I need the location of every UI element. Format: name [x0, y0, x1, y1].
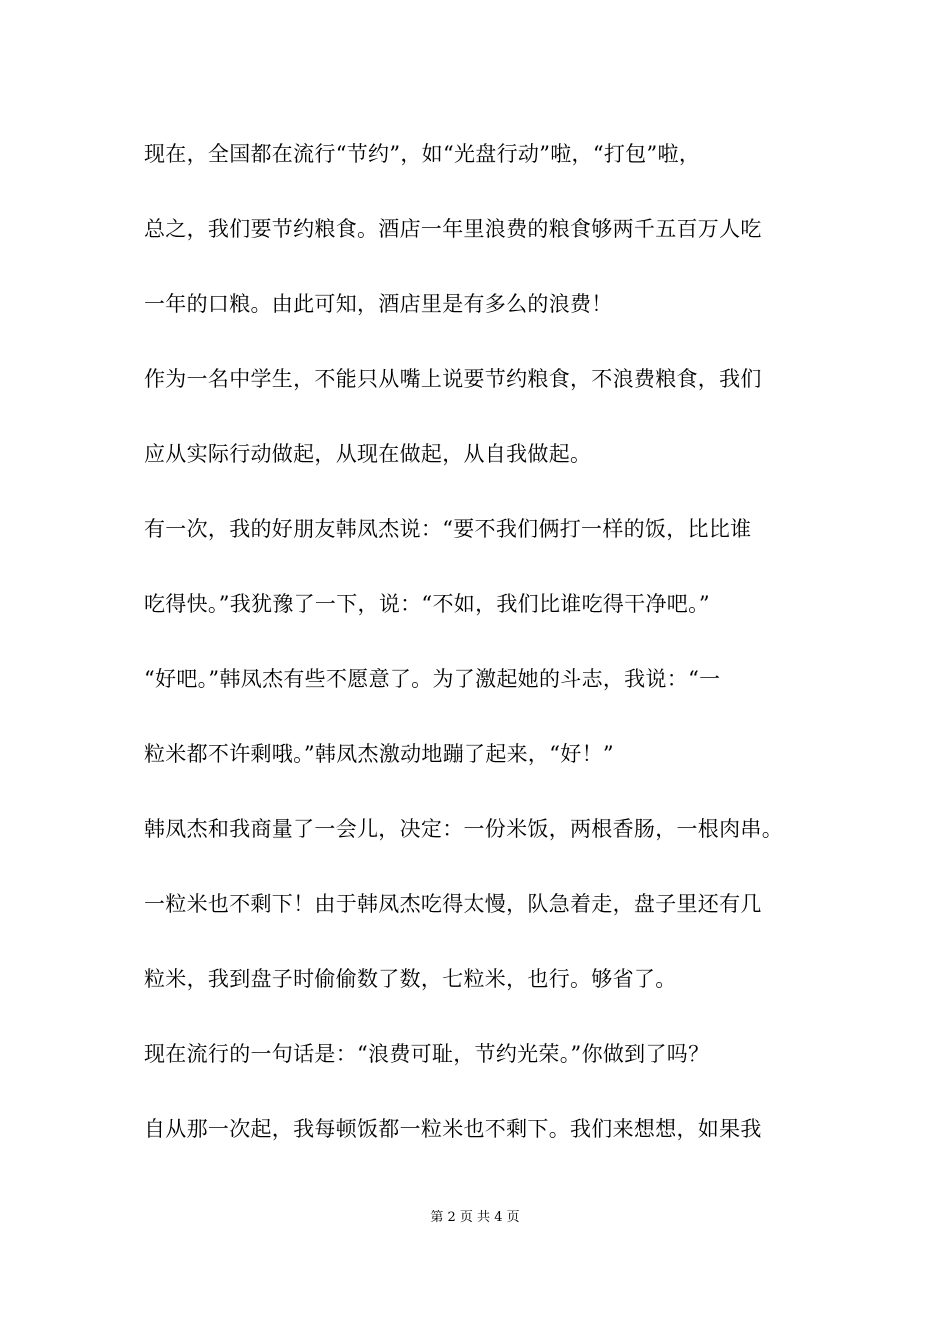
- text-line: 应从实际行动做起，从现在做起，从自我做起。: [144, 442, 592, 466]
- text-line: 总之，我们要节约粮食。酒店一年里浪费的粮食够两千五百万人吃: [144, 217, 762, 241]
- page-number-footer: 第 2 页 共 4 页: [430, 1210, 520, 1225]
- text-line: 现在，全国都在流行“节约”，如“光盘行动”啦，“打包”啦，: [144, 142, 701, 166]
- text-line: 一粒米也不剩下！由于韩凤杰吃得太慢，队急着走，盘子里还有几: [144, 892, 762, 916]
- text-line: 有一次，我的好朋友韩凤杰说：“要不我们俩打一样的饭，比比谁: [144, 517, 752, 541]
- text-line: 现在流行的一句话是：“浪费可耻，节约光荣。”你做到了吗？: [144, 1042, 710, 1066]
- text-line: 吃得快。”我犹豫了一下，说：“不如，我们比谁吃得干净吧。”: [144, 592, 710, 616]
- text-line: 作为一名中学生，不能只从嘴上说要节约粮食，不浪费粮食，我们: [144, 367, 762, 391]
- text-line: 韩凤杰和我商量了一会儿，决定：一份米饭，两根香肠，一根肉串。: [144, 817, 783, 841]
- text-line: 粒米，我到盘子时偷偷数了数，七粒米，也行。够省了。: [144, 967, 677, 991]
- text-line: 一年的口粮。由此可知，酒店里是有多么的浪费！: [144, 292, 613, 316]
- text-line: 粒米都不许剩哦。”韩凤杰激动地蹦了起来，“好！”: [144, 742, 614, 766]
- text-line: “好吧。”韩凤杰有些不愿意了。为了激起她的斗志，我说：“一: [144, 667, 721, 691]
- text-line: 自从那一次起，我每顿饭都一粒米也不剩下。我们来想想，如果我: [144, 1117, 762, 1141]
